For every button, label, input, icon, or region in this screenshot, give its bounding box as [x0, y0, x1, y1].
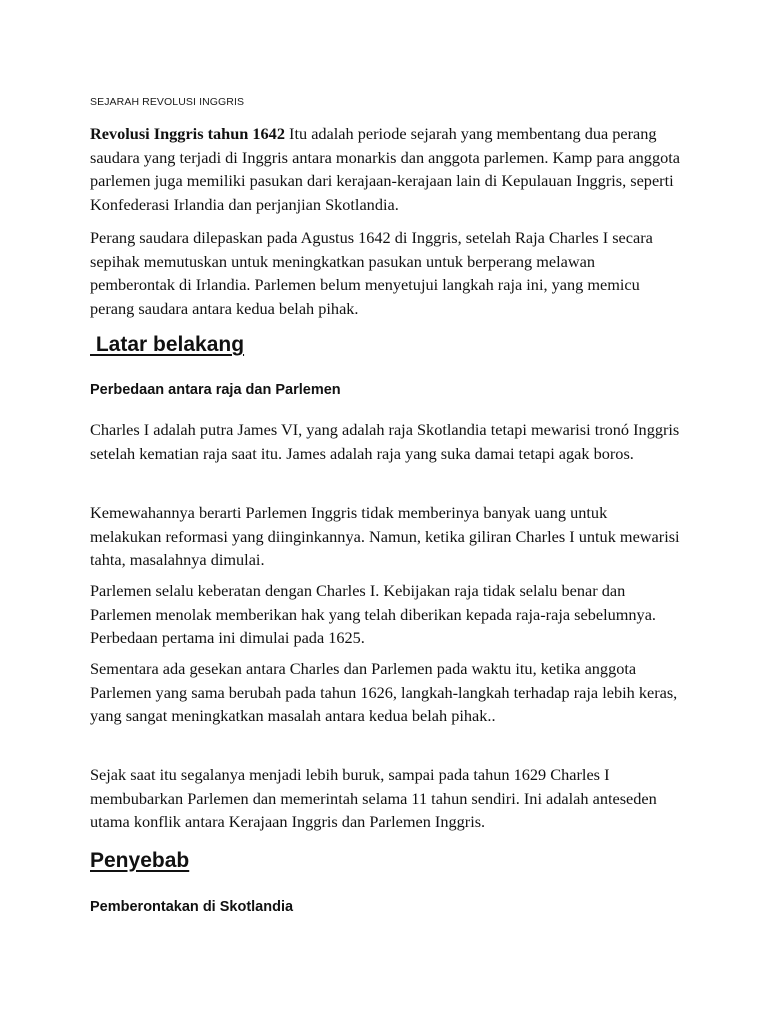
section1-paragraph: Kemewahannya berarti Parlemen Inggris tidak memberinya banyak uang untuk melakukan reformasi yang diinginkannya. Namun, ketika giliran Charles I untuk mewarisi tahta, masalahnya dimulai.: [90, 503, 680, 569]
intro-paragraph-2: Perang saudara dilepaskan pada Agustus 1642 di Inggris, setelah Raja Charles I secara sepihak memutuskan untuk meningkatkan pasukan untuk berperang melawan pemberontak di Irlandia. Parlemen belum menyetujui langkah raja ini, yang memicu perang saudara antara kedua belah pihak.: [90, 228, 653, 318]
section1-paragraph: Sementara ada gesekan antara Charles dan Parlemen pada waktu itu, ketika anggota Parlemen yang sama berubah pada tahun 1626, langkah-langkah terhadap raja lebih keras, yang sangat meningkatkan masalah antara kedua belah pihak..: [90, 659, 678, 725]
section1-paragraph: Charles I adalah putra James VI, yang adalah raja Skotlandia tetapi mewarisi tronó Inggris setelah kematian raja saat itu. James adalah raja yang suka damai tetapi agak boros.: [90, 420, 680, 463]
document-title: SEJARAH REVOLUSI INGGRIS: [90, 96, 245, 108]
section1-paragraph: Parlemen selalu keberatan dengan Charles I. Kebijakan raja tidak selalu benar dan Parlemen menolak memberikan hak yang telah diberikan kepada raja-raja sebelumnya. Perbedaan pertama ini dimulai pada 1625.: [90, 581, 656, 647]
subheading-perbedaan: Perbedaan antara raja dan Parlemen: [90, 382, 341, 398]
section-heading-penyebab: Penyebab: [90, 849, 190, 872]
intro-paragraph: [90, 122, 680, 216]
section-heading-latar-belakang: Latar belakang: [90, 333, 245, 356]
section1-paragraph: Sejak saat itu segalanya menjadi lebih buruk, sampai pada tahun 1629 Charles I membubarkan Parlemen dan memerintah selama 11 tahun sendiri. Ini adalah anteseden utama konflik antara Kerajaan Inggris dan Parlemen Inggris.: [90, 765, 657, 831]
intro-lead-bold: Revolusi Inggris tahun 1642: [90, 124, 285, 143]
intro-lead-rest: Itu adalah periode sejarah yang membentang dua perang saudara yang terjadi di Inggris antara monarkis dan anggota parlemen. Kamp para anggota parlemen juga memiliki pasukan dari kerajaan-kerajaan lain di Kepulauan Inggris, seperti Konfederasi Irlandia dan perjanjian Skotlandia.: [90, 124, 680, 214]
subheading-pemberontakan: Pemberontakan di Skotlandia: [90, 899, 294, 915]
